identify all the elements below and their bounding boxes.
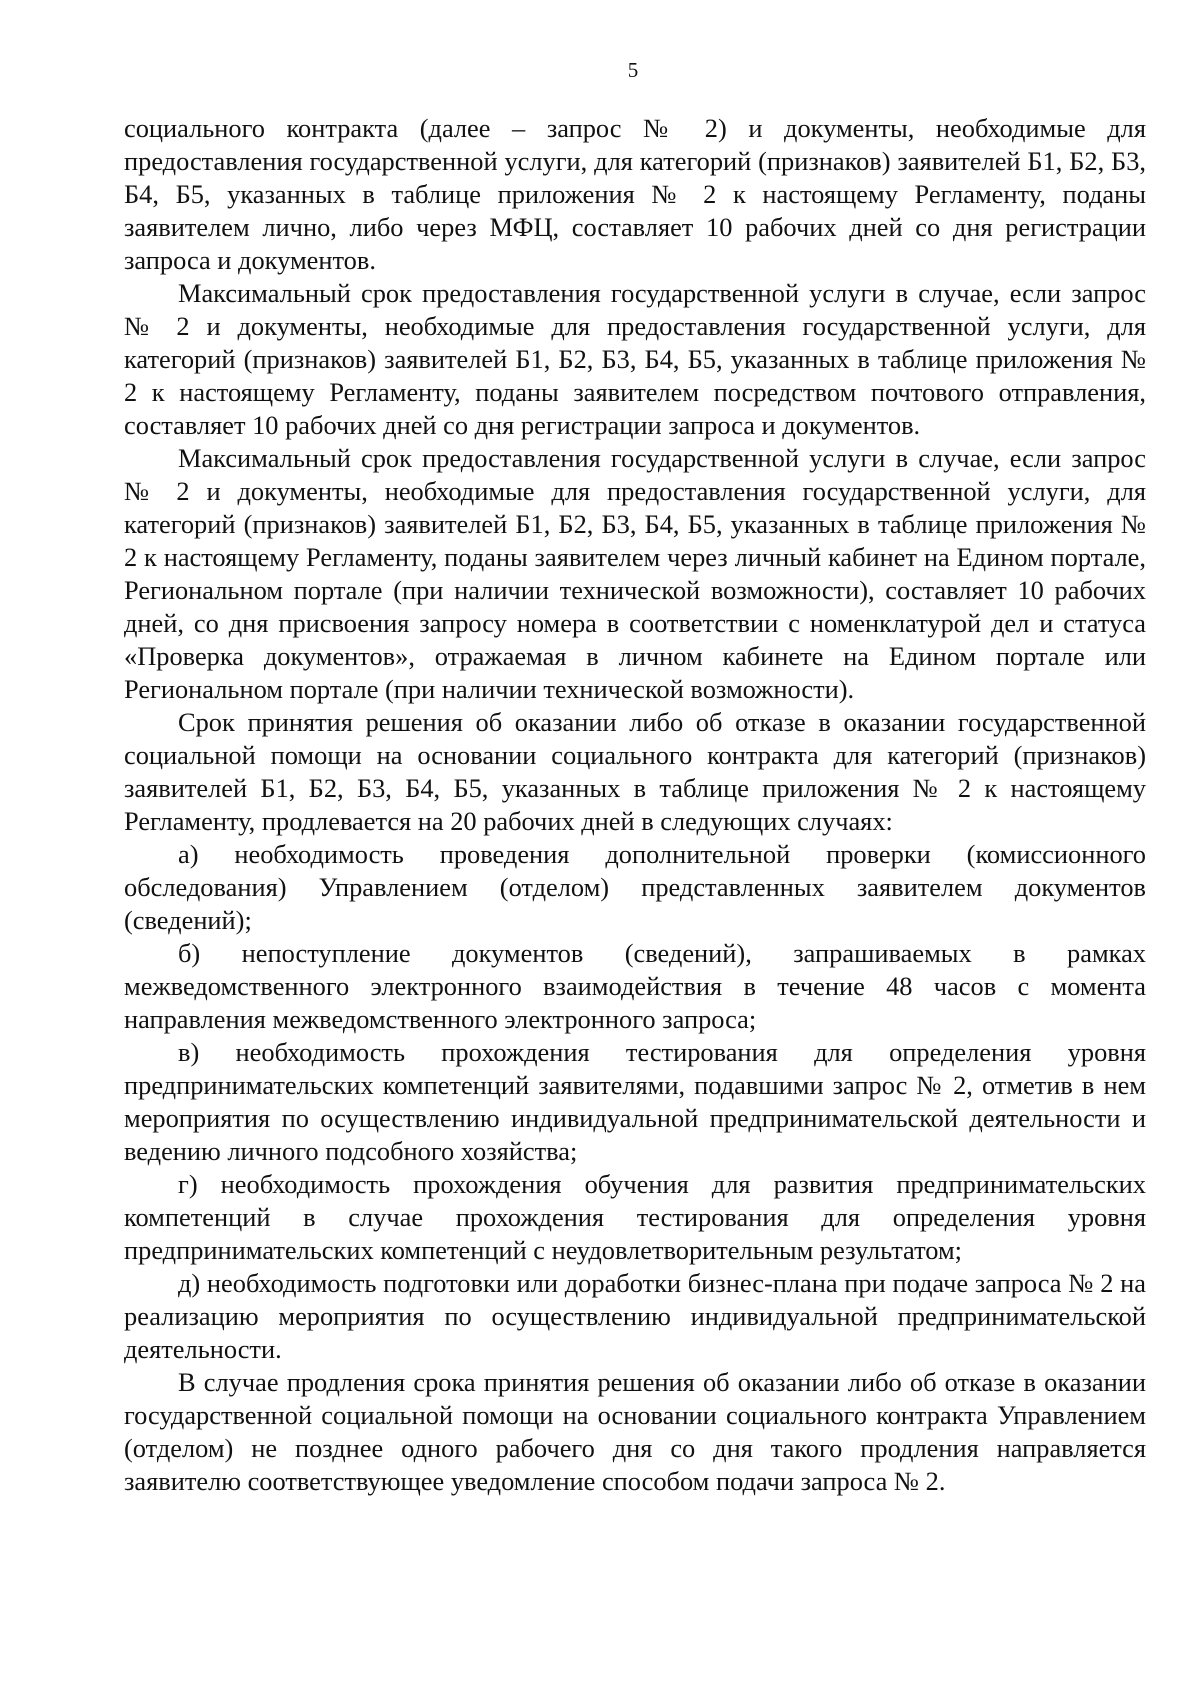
paragraph-max-term-postal: Максимальный срок предоставления государственной услуги в случае, если запрос № 2 и документы, необходимые для предоставления государственной услуги, для категорий (признаков) заявителей Б1, Б2, Б3, Б4, Б5, указанных в таблице приложения № 2 к настоящему Регламенту, поданы заявителем посредством почтового отправления, составляет 10 рабочих дней со дня регистрации запроса и документов.	[124, 278, 1146, 440]
list-item-b: б) непоступление документов (сведений), запрашиваемых в рамках межведомственного электронного взаимодействия в течение 48 часов с момента направления межведомственного электронного запроса;	[124, 938, 1146, 1034]
paragraph-extension-notice: В случае продления срока принятия решения об оказании либо об отказе в оказании государственной социальной помощи на основании социального контракта Управлением (отделом) не позднее одного рабочего дня со дня такого продления направляется заявителю соответствующее уведомление способом подачи запроса № 2.	[124, 1367, 1146, 1496]
paragraph-continuation: социального контракта (далее – запрос № 2) и документы, необходимые для предоставления государственной услуги, для категорий (признаков) заявителей Б1, Б2, Б3, Б4, Б5, указанных в таблице приложения № 2 к настоящему Регламенту, поданы заявителем лично, либо через МФЦ, составляет 10 рабочих дней со дня регистрации запроса и документов.	[124, 113, 1146, 275]
paragraph-max-term-portal: Максимальный срок предоставления государственной услуги в случае, если запрос № 2 и документы, необходимые для предоставления государственной услуги, для категорий (признаков) заявителей Б1, Б2, Б3, Б4, Б5, указанных в таблице приложения № 2 к настоящему Регламенту, поданы заявителем через личный кабинет на Едином портале, Региональном портале (при наличии технической возможности), составляет 10 рабочих дней, со дня присвоения запросу номера в соответствии с номенклатурой дел и статуса «Проверка документов», отражаемая в личном кабинете на Едином портале или Региональном портале (при наличии технической возможности).	[124, 443, 1146, 704]
list-item-g: г) необходимость прохождения обучения для развития предпринимательских компетенций в случае прохождения тестирования для определения уровня предпринимательских компетенций с неудовлетворительным результатом;	[124, 1169, 1146, 1265]
document-body	[124, 112, 1146, 1498]
list-item-a: а) необходимость проведения дополнительной проверки (комиссионного обследования) Управлением (отделом) представленных заявителем документов (сведений);	[124, 839, 1146, 935]
page-number: 5	[627, 58, 639, 82]
paragraph-extension-term: Срок принятия решения об оказании либо об отказе в оказании государственной социальной помощи на основании социального контракта для категорий (признаков) заявителей Б1, Б2, Б3, Б4, Б5, указанных в таблице приложения № 2 к настоящему Регламенту, продлевается на 20 рабочих дней в следующих случаях:	[124, 707, 1146, 836]
list-item-d: д) необходимость подготовки или доработки бизнес-плана при подаче запроса № 2 на реализацию мероприятия по осуществлению индивидуальной предпринимательской деятельности.	[124, 1268, 1146, 1364]
list-item-v: в) необходимость прохождения тестирования для определения уровня предпринимательских компетенций заявителями, подавшими запрос № 2, отметив в нем мероприятия по осуществлению индивидуальной предпринимательской деятельности и ведению личного подсобного хозяйства;	[124, 1037, 1146, 1166]
